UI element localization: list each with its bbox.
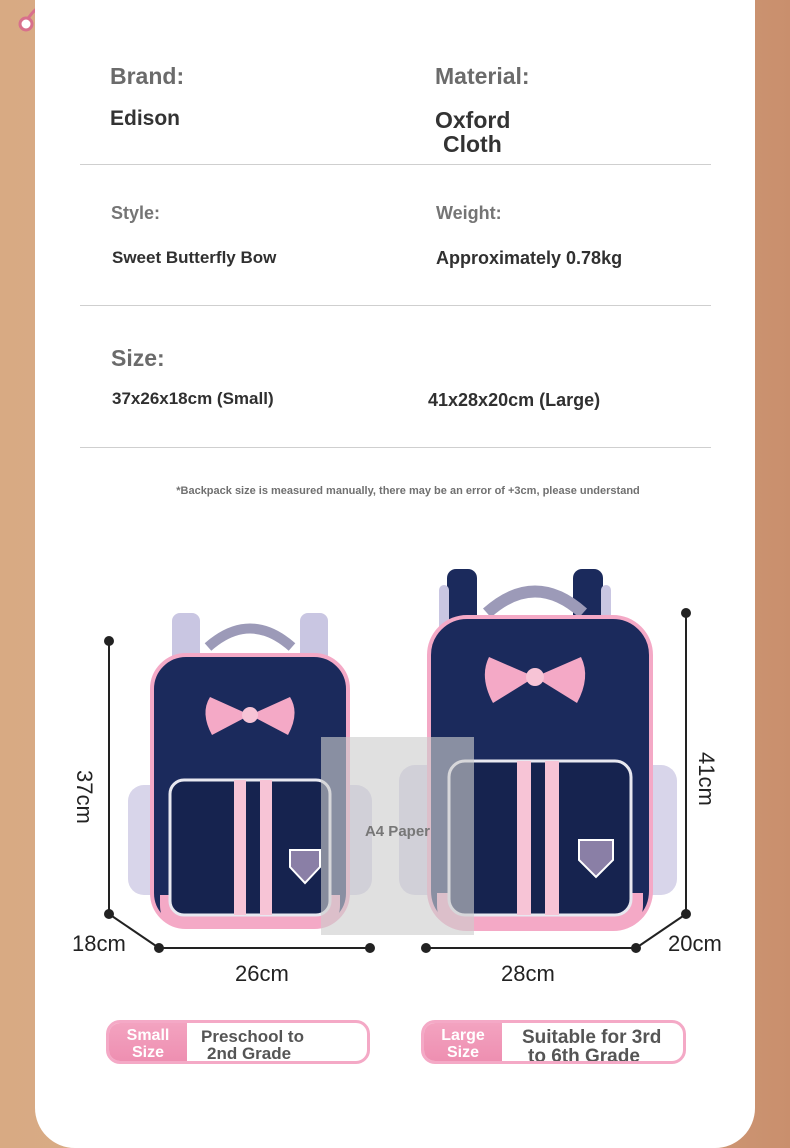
material-label: Material:	[435, 63, 530, 89]
large-size-tag	[424, 1023, 502, 1061]
size-large-value: 41x28x20cm (Large)	[428, 390, 601, 410]
small-size-grade-text	[201, 1028, 304, 1062]
small-size-tag	[109, 1023, 187, 1061]
large-width-label: 28cm	[501, 961, 555, 986]
large-size-grade-text	[522, 1028, 661, 1064]
small-depth-label: 18cm	[72, 931, 126, 956]
small-height-label: 37cm	[72, 770, 97, 824]
small-size-tag-line2: Size	[131, 1044, 164, 1061]
large-size-grade-line2: to 6th Grade	[528, 1046, 640, 1064]
weight-label: Weight:	[436, 203, 502, 223]
small-size-tag-line1: Small	[126, 1027, 170, 1044]
style-label: Style:	[111, 203, 161, 223]
large-size-tag-line1: Large	[441, 1027, 485, 1044]
brand-label: Brand:	[110, 63, 185, 89]
a4-paper-label: A4 Paper	[364, 823, 431, 840]
style-value: Sweet Butterfly Bow	[112, 248, 277, 267]
large-height-label: 41cm	[694, 752, 719, 806]
small-size-grade-line1: Preschool to	[201, 1027, 304, 1046]
measurement-note: *Backpack size is measured manually, there may be an error of +3cm, please understand	[176, 485, 640, 497]
weight-value: Approximately 0.78kg	[436, 248, 623, 268]
small-size-badge	[106, 1020, 370, 1064]
size-small-value: 37x26x18cm (Small)	[112, 389, 274, 408]
small-size-grade-line2: 2nd Grade	[207, 1044, 292, 1063]
large-size-tag-line2: Size	[446, 1044, 479, 1061]
size-label: Size:	[111, 345, 165, 371]
material-value-line2: Cloth	[443, 131, 502, 157]
small-width-label: 26cm	[235, 961, 289, 986]
large-size-badge	[421, 1020, 686, 1064]
brand-value: Edison	[110, 107, 181, 130]
material-value-line1: Oxford	[435, 107, 511, 133]
large-depth-label: 20cm	[668, 931, 722, 956]
large-size-grade-line1: Suitable for 3rd	[522, 1027, 662, 1048]
